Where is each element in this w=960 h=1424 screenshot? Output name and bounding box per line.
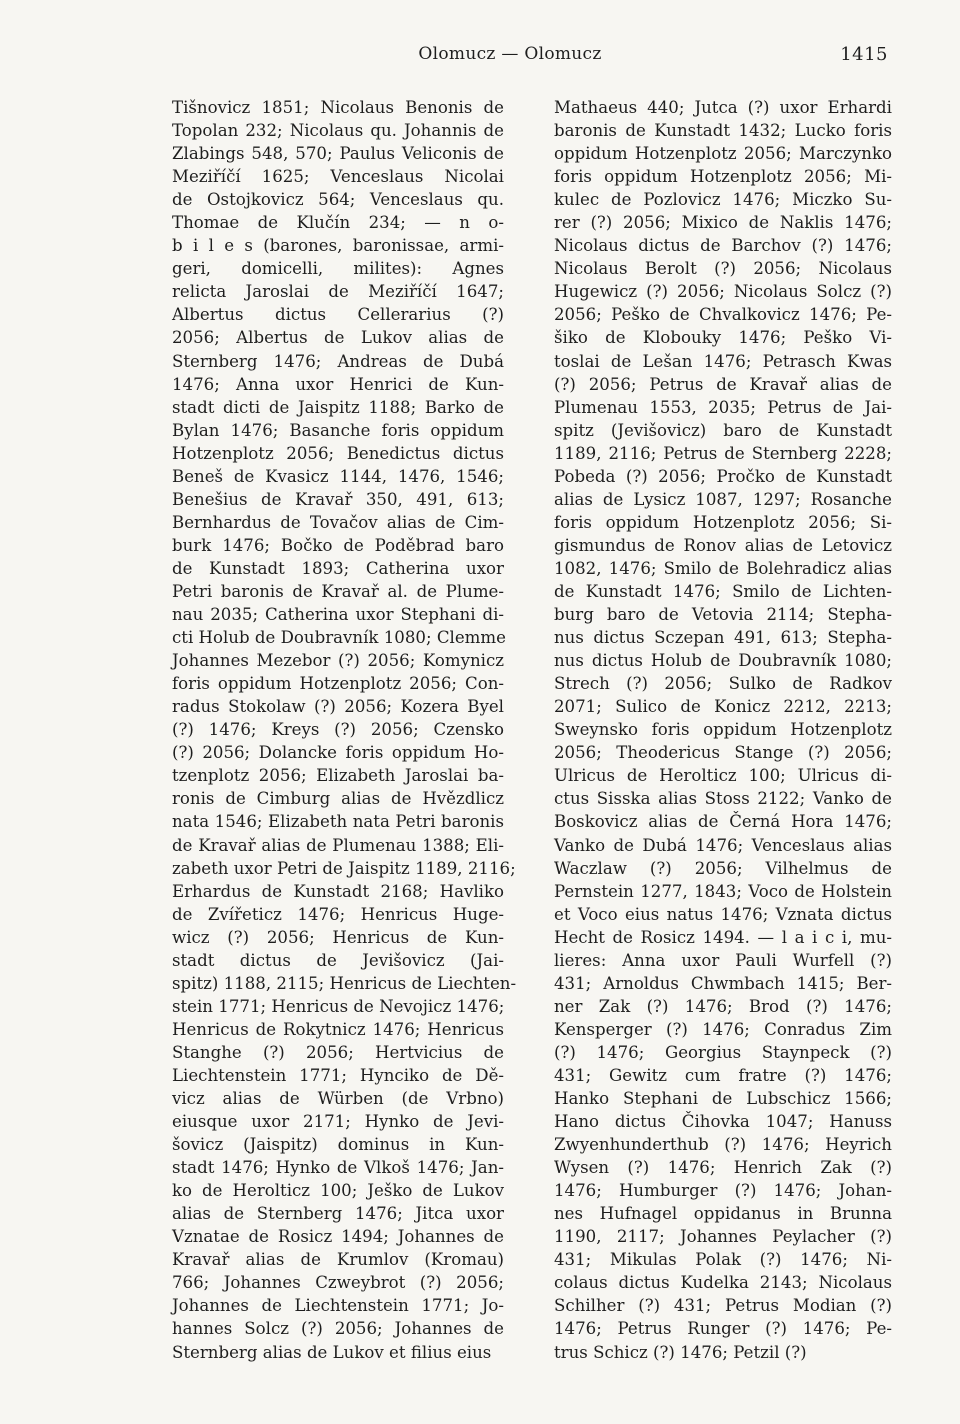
text-line: geri, domicelli, milites): Agnes [172,259,504,279]
text-line: 2056; Albertus de Lukov alias de [172,328,504,348]
text-line: Beneš de Kvasicz 1144, 1476, 1546; [172,466,504,486]
text-line: 1476; Petrus Runger (?) 1476; Pe- [554,1319,892,1339]
text-line: kulec de Pozlovicz 1476; Miczko Su- [554,190,892,210]
text-line: Tišnovicz 1851; Nicolaus Benonis de [172,98,504,117]
text-line: foris oppidum Hotzenplotz 2056; Mi- [554,167,892,187]
text-line: 766; Johannes Czweybrot (?) 2056; [172,1273,504,1293]
text-line: de Kunstadt 1476; Smilo de Lichten- [554,581,892,601]
text-line: Johannes Mezebor (?) 2056; Komynicz [172,651,504,671]
text-line: de Zvířeticz 1476; Henricus Huge- [172,904,504,924]
text-line: Topolan 232; Nicolaus qu. Johannis de [172,121,504,141]
text-line: baronis de Kunstadt 1432; Lucko foris [554,121,892,141]
text-line: vicz alias de Würben (de Vrbno) [172,1089,504,1109]
text-line: tzenplotz 2056; Elizabeth Jaroslai ba- [172,766,504,786]
text-line: Kensperger (?) 1476; Conradus Zim [554,1019,892,1039]
text-line: 2056; Peško de Chvalkovicz 1476; Pe- [554,305,892,325]
text-line: Zwyenhunderthub (?) 1476; Heyrich [554,1135,892,1155]
text-line: wicz (?) 2056; Henricus de Kun- [172,927,504,947]
text-line: Hanko Stephani de Lubschicz 1566; [554,1089,892,1109]
text-line: Liechtenstein 1771; Hynciko de Dě- [172,1065,504,1085]
text-line: 1189, 2116; Petrus de Sternberg 2228; [554,443,892,463]
text-line: foris oppidum Hotzenplotz 2056; Si- [554,512,892,532]
running-title: Olomucz — Olomucz [418,44,602,64]
text-line: trus Schicz (?) 1476; Petzil (?) [554,1342,807,1362]
text-line: stein 1771; Henricus de Nevojicz 1476; [172,996,505,1016]
text-line: oppidum Hotzenplotz 2056; Marczynko [554,144,892,164]
text-line: 2071; Sulico de Konicz 2212, 2213; [554,697,892,717]
text-line: alias de Sternberg 1476; Jitca uxor [172,1204,504,1224]
text-line: alias de Lysicz 1087, 1297; Rosanche [554,489,892,509]
text-line: zabeth uxor Petri de Jaispitz 1189, 2116; [172,858,516,878]
text-line: eiusque uxor 2171; Hynko de Jevi- [172,1112,504,1132]
text-line: 1190, 2117; Johannes Peylacher (?) [554,1227,892,1247]
text-line: Sweynsko foris oppidum Hotzenplotz [554,720,892,740]
text-line: Mathaeus 440; Jutca (?) uxor Erhardi [554,98,892,117]
text-line: 1082, 1476; Smilo de Bolehradicz alias [554,558,892,578]
text-line: Pernstein 1277, 1843; Voco de Holstein [554,881,892,901]
text-line: Sternberg alias de Lukov et filius eius [172,1342,492,1362]
text-line: 431; Arnoldus Chwmbach 1415; Ber- [554,973,892,993]
text-line: (?) 1476; Georgius Staynpeck (?) [554,1042,892,1062]
text-line: 1476; Humburger (?) 1476; Johan- [554,1181,892,1201]
text-line: Benešius de Kravař 350, 491, 613; [172,489,504,509]
text-line: šiko de Klobouky 1476; Peško Vi- [554,328,892,348]
text-line: Ulricus de Heroltiсz 100; Ulricus di- [554,766,892,786]
text-line: de Ostojkovicz 564; Venceslaus qu. [172,190,504,210]
text-line: Hecht de Rosicz 1494. — l a i c i, mu- [554,927,892,947]
text-line: (?) 2056; Petrus de Kravař alias de [554,374,892,394]
page-header [0,44,960,74]
text-line: colaus dictus Kudelka 2143; Nicolaus [554,1273,892,1293]
text-line: Vznatae de Rosicz 1494; Johannes de [172,1227,504,1247]
text-line: Nicolaus dictus de Barchov (?) 1476; [554,236,892,256]
text-line: lieres: Anna uxor Pauli Wurfell (?) [554,950,892,970]
text-line: Pobeda (?) 2056; Pročko de Kunstadt [554,466,892,486]
text-line: 1476; Anna uxor Henrici de Kun- [172,374,504,394]
text-line: Henricus de Rokytnicz 1476; Henricus [172,1019,504,1039]
text-line: Johannes de Liechtenstein 1771; Jo- [172,1296,504,1316]
page-number: 1415 [840,44,888,65]
text-line: relicta Jaroslai de Meziříčí 1647; [172,282,504,302]
text-line: gismundus de Ronov alias de Letovicz [554,535,892,555]
text-line: radus Stokolaw (?) 2056; Kozera Byel [172,697,504,717]
text-line: nau 2035; Catherina uxor Stephani di- [172,605,504,625]
text-line: b i l e s (barones, baronissae, armi- [172,236,504,256]
text-line: cti Holub de Doubravník 1080; Clemme [172,628,506,648]
text-line: foris oppidum Hotzenplotz 2056; Con- [172,674,504,694]
text-line: Nicolaus Berolt (?) 2056; Nicolaus [554,259,892,279]
text-line: Petri baronis de Kravař al. de Plume- [172,581,504,601]
text-line: Strech (?) 2056; Sulko de Radkov [554,674,892,694]
text-line: spitz (Jevišovicz) baro de Kunstadt [554,420,892,440]
text-line: Schilher (?) 431; Petrus Modian (?) [554,1296,892,1316]
left-column [172,96,517,1364]
text-line: toslai de Lešan 1476; Petrasch Kwas [554,351,892,371]
right-column [554,96,892,1364]
text-line: ner Zak (?) 1476; Brod (?) 1476; [554,996,892,1016]
text-line: 431; Gewitz cum fratre (?) 1476; [554,1065,892,1085]
text-line: Zlabings 548, 570; Paulus Veliconis de [172,144,504,164]
text-line: hannes Solcz (?) 2056; Johannes de [172,1319,504,1339]
text-line: burk 1476; Bočko de Poděbrad baro [172,535,504,555]
text-line: Hugewicz (?) 2056; Nicolaus Solcz (?) [554,282,892,302]
text-line: ronis de Cimburg alias de Hvězdlicz [172,789,504,809]
text-line: de Kravař alias de Plumenau 1388; Eli- [172,835,504,855]
text-line: Hotzenplotz 2056; Benedictus dictus [172,443,504,463]
text-line: rer (?) 2056; Mixico de Naklis 1476; [554,213,892,233]
text-line: Wysen (?) 1476; Henrich Zak (?) [554,1158,892,1178]
text-line: Albertus dictus Cellerarius (?) [172,305,504,325]
text-line: Hano dictus Čihovka 1047; Hanuss [554,1112,892,1132]
text-line: ko de Heroltiсz 100; Ješko de Lukov [172,1181,504,1201]
text-line: Boskovicz alias de Černá Hora 1476; [554,812,892,832]
text-line: nes Hufnagel oppidanus in Brunna [554,1204,892,1224]
text-line: 2056; Theodericus Stange (?) 2056; [554,743,892,763]
text-line: Erhardus de Kunstadt 2168; Havliko [172,881,504,901]
text-line: Sternberg 1476; Andreas de Dubá [172,351,504,371]
text-line: stadt 1476; Hynko de Vlkoš 1476; Jan- [172,1158,504,1178]
text-line: (?) 1476; Kreys (?) 2056; Czensko [172,720,504,740]
text-line: stadt dictus de Jevišovicz (Jai- [172,950,504,970]
text-line: Waczlaw (?) 2056; Vilhelmus de [554,858,892,878]
text-line: burg baro de Vetovia 2114; Stepha- [554,605,892,625]
text-line: Thomae de Klučín 234; — n o- [172,213,504,233]
text-line: de Kunstadt 1893; Catherina uxor [172,558,504,578]
text-line: šovicz (Jaispitz) dominus in Kun- [172,1135,504,1155]
text-line: nus dictus Holub de Doubravník 1080; [554,651,892,671]
text-line: Bylan 1476; Basanche foris oppidum [172,420,504,440]
text-line: Bernhardus de Tovačov alias de Cim- [172,512,504,532]
text-line: et Voco eius natus 1476; Vznata dictus [554,904,892,924]
text-line: Stanghe (?) 2056; Hertvicius de [172,1042,504,1062]
text-line: ctus Sisska alias Stoss 2122; Vanko de [554,789,892,809]
text-line: nus dictus Sczepan 491, 613; Stepha- [554,628,892,648]
text-line: nata 1546; Elizabeth nata Petri baronis [172,812,504,832]
text-line: (?) 2056; Dolancke foris oppidum Ho- [172,743,504,763]
text-line: Meziříčí 1625; Venceslaus Nicolai [172,167,504,187]
text-line: Vanko de Dubá 1476; Venceslaus alias [554,835,892,855]
text-line: Kravař alias de Krumlov (Kromau) [172,1250,504,1270]
text-line: Plumenau 1553, 2035; Petrus de Jai- [554,397,892,417]
text-line: 431; Mikulas Polak (?) 1476; Ni- [554,1250,892,1270]
text-line: spitz) 1188, 2115; Henricus de Liechten- [172,973,517,993]
text-line: stadt dicti de Jaispitz 1188; Barko de [172,397,504,417]
